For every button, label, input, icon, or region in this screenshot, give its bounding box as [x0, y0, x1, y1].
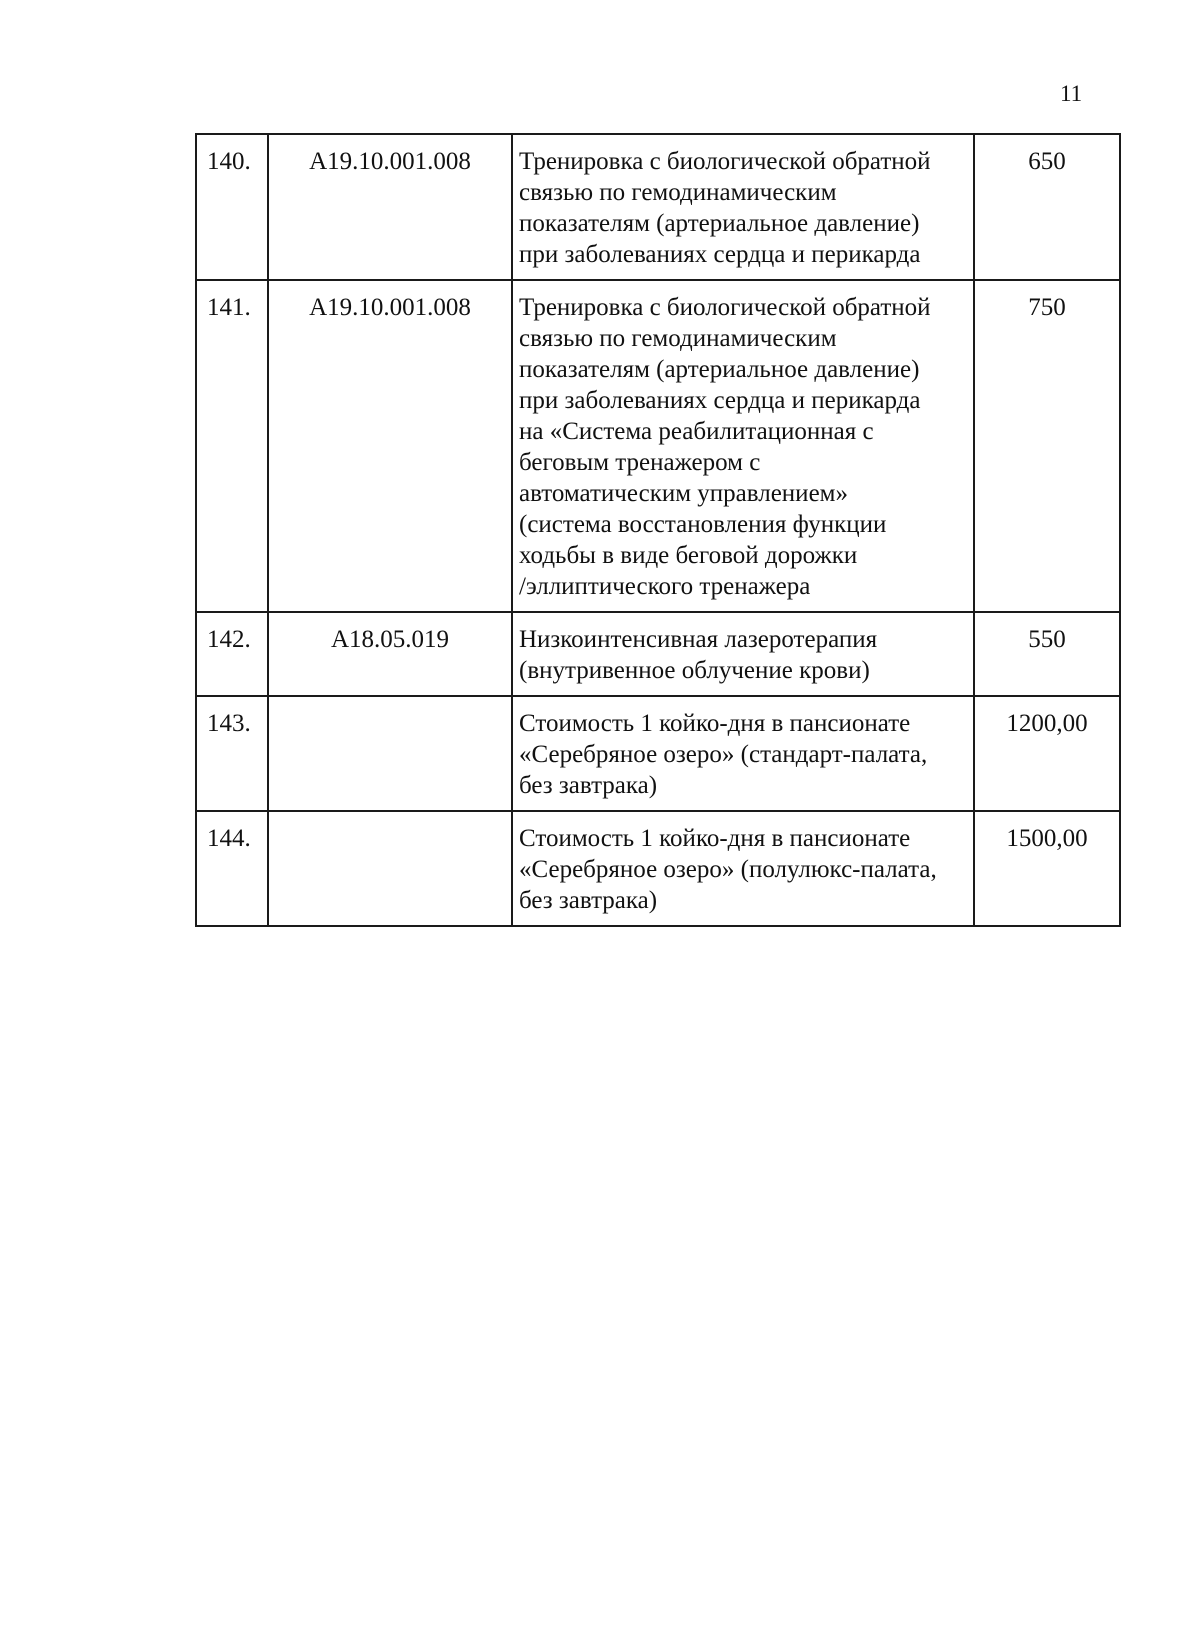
service-name-line: (внутривенное облучение крови) [519, 657, 870, 684]
service-name [512, 612, 974, 696]
service-name-line: показателям (артериальное давление) [519, 356, 920, 383]
row-number: 140. [196, 134, 268, 280]
service-price: 1200,00 [974, 696, 1120, 811]
table-row [196, 280, 1120, 612]
service-name-line: Тренировка с биологической обратной [519, 294, 931, 321]
row-number: 141. [196, 280, 268, 612]
service-name [512, 811, 974, 926]
table-row [196, 811, 1120, 926]
table-row [196, 134, 1120, 280]
service-code [268, 811, 512, 926]
service-name-line: автоматическим управлением» [519, 480, 848, 507]
service-name-line: при заболеваниях сердца и перикарда [519, 387, 921, 414]
service-name-line: Стоимость 1 койко-дня в пансионате [519, 710, 911, 737]
service-name [512, 696, 974, 811]
service-name-line: Низкоинтенсивная лазеротерапия [519, 626, 878, 653]
service-name-line: беговым тренажером с [519, 449, 761, 476]
service-name-line: «Серебряное озеро» (полулюкс-палата, [519, 856, 937, 883]
table-row [196, 696, 1120, 811]
service-code [268, 696, 512, 811]
service-name-line: /эллиптического тренажера [519, 573, 811, 600]
service-price: 550 [974, 612, 1120, 696]
row-number: 143. [196, 696, 268, 811]
service-price: 650 [974, 134, 1120, 280]
service-price: 750 [974, 280, 1120, 612]
service-code: А19.10.001.008 [268, 134, 512, 280]
service-name-line: при заболеваниях сердца и перикарда [519, 241, 921, 268]
table-row [196, 612, 1120, 696]
service-name-line: Стоимость 1 койко-дня в пансионате [519, 825, 911, 852]
service-price: 1500,00 [974, 811, 1120, 926]
service-name [512, 280, 974, 612]
service-code: А19.10.001.008 [268, 280, 512, 612]
service-name-line: показателям (артериальное давление) [519, 210, 920, 237]
service-name-line: без завтрака) [519, 772, 658, 799]
service-name-line: (система восстановления функции [519, 511, 887, 538]
service-code: А18.05.019 [268, 612, 512, 696]
page-number: 11 [1060, 81, 1083, 106]
row-number: 144. [196, 811, 268, 926]
service-name-line: связью по гемодинамическим [519, 325, 837, 352]
service-name [512, 134, 974, 280]
service-name-line: на «Система реабилитационная с [519, 418, 874, 445]
service-name-line: связью по гемодинамическим [519, 179, 837, 206]
service-name-line: Тренировка с биологической обратной [519, 148, 931, 175]
service-name-line: без завтрака) [519, 887, 658, 914]
service-name-line: «Серебряное озеро» (стандарт-палата, [519, 741, 928, 768]
service-name-line: ходьбы в виде беговой дорожки [519, 542, 858, 569]
price-table [195, 133, 1121, 927]
row-number: 142. [196, 612, 268, 696]
